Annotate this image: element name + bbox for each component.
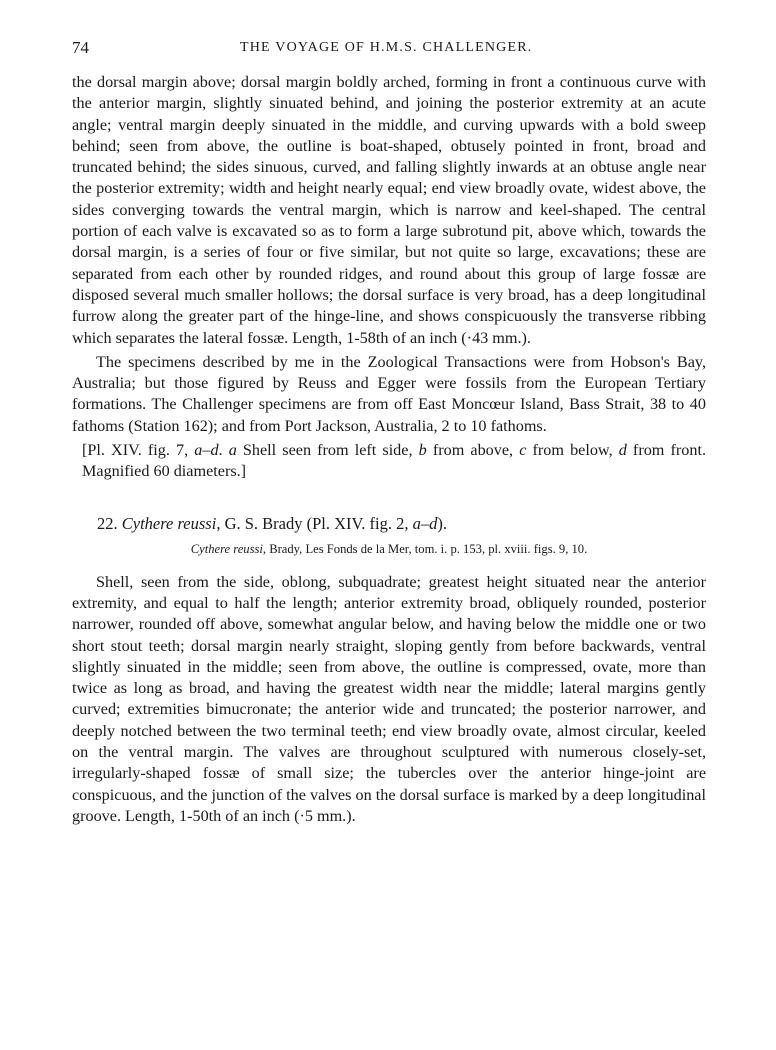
reference-name: Cythere reussi <box>190 541 263 556</box>
species-range: a–d <box>412 513 438 533</box>
species-name: Cythere reussi <box>121 513 217 533</box>
running-head: THE VOYAGE OF H.M.S. CHALLENGER. <box>240 40 533 55</box>
species-reference <box>72 540 706 558</box>
caption-label-b: b <box>418 441 427 460</box>
caption-label-a: a <box>228 441 237 460</box>
caption-text-1: Shell seen from left side, <box>236 441 419 460</box>
description-paragraph-continued: the dorsal margin above; dorsal margin boldly arched, forming in front a continuous curve with the anterior margin, slightly sinuated behind, and joining the posterior extremity at an acute angle; ventral margin deeply sinuated in the middle, and curving upwards with a bold sweep behind; seen from above, the outline is boat-shaped, obtusely pointed in front, broad and truncated behind; the sides sinuous, curved, and falling slightly inwards at an obtuse angle near the posterior extremity; width and height nearly equal; end view broadly ovate, widest above, the sides converging towards the ventral margin, which is narrow and keel-shaped. The central portion of each valve is excavated so as to form a large subrotund pit, above which, towards the dorsal margin, is a series of four or five similar, but not quite so large, excavations; these are separated from each other by rounded ridges, and round about this group of large fossæ are disposed several much smaller hollows; the dorsal surface is very broad, has a deep longitudinal furrow along the greater part of the hinge-line, and shows conspicuously the transverse ribbing which separates the lateral fossæ. Length, 1-58th of an inch (·43 mm.). <box>72 73 706 347</box>
caption-text-2: from above, <box>426 441 520 460</box>
species-number: 22. <box>97 513 122 533</box>
page-header <box>72 38 706 64</box>
caption-label-d: d <box>618 441 627 460</box>
species-close: ). <box>437 513 448 533</box>
document-page <box>72 38 706 827</box>
species-authority: , G. S. Brady (Pl. XIV. fig. 2, <box>216 513 413 533</box>
plate-caption <box>72 440 706 483</box>
caption-text-4: from front. Magnified 60 diameters.] <box>82 441 707 481</box>
page-number: 74 <box>72 38 89 57</box>
species-heading <box>72 513 706 535</box>
specimens-paragraph: The specimens described by me in the Zoological Transactions were from Hobson's Bay, Australia; but those figured by Reuss and Egger were fossils from the European Tertiary formations. The Challenger specimens are from off East Moncœur Island, Bass Strait, 38 to 40 fathoms (Station 162); and from Port Jackson, Australia, 2 to 10 fathoms. <box>72 352 706 435</box>
caption-text-3: from below, <box>526 441 619 460</box>
species-description-paragraph: Shell, seen from the side, oblong, subquadrate; greatest height situated near the anterior extremity, and equal to half the length; anterior extremity broad, obliquely rounded, posterior narrower, rounded off above, somewhat angular below, and having below the middle one or two short stout teeth; dorsal margin nearly straight, sloping gently from before backwards, ventral slightly sinuated in the middle; seen from above, the outline is compressed, ovate, more than twice as long as broad, and having the greatest width near the middle; lateral margins gently curved; extremities bimucronate; the anterior wide and truncated; the posterior narrower, and deeply notched between the two terminal teeth; end view broadly ovate, almost circular, keeled on the ventral margin. The valves are throughout sculptured with numerous closely-set, irregularly-shaped fossæ of small size; the tubercles over the anterior hinge-joint are conspicuous, and the junction of the valves on the dorsal surface is marked by a deep longitudinal groove. Length, 1-50th of an inch (·5 mm.). <box>72 572 706 825</box>
caption-range: a–d <box>194 441 219 460</box>
caption-sep: . <box>218 441 229 460</box>
caption-open: [Pl. XIV. fig. 7, <box>82 441 195 460</box>
caption-label-c: c <box>519 441 527 460</box>
reference-text: , Brady, Les Fonds de la Mer, tom. i. p. 153, pl. xviii. figs. 9, 10. <box>262 541 588 556</box>
